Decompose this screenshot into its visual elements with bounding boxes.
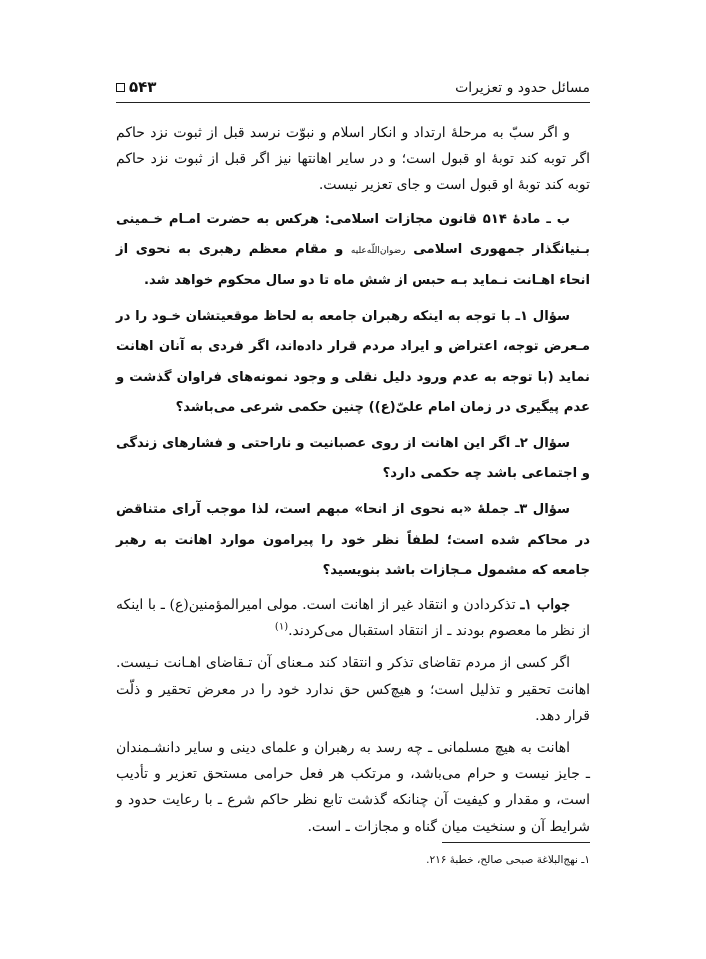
body-text (116, 120, 590, 846)
article-text-post: و مقام معظم رهبری به نحوی از انحاء اهـانت نـماید بـه حبس از شش ماه تا دو سال محکوم خواهد شد. (116, 241, 590, 289)
header-title: مسائل حدود و تعزیرات (455, 80, 590, 96)
paragraph-8: اهانت به هیچ مسلمانی ـ چه رسد به رهبران و علمای دینی و سایر دانشـمندان ـ جایز نیست و حرام می‌باشد، و مرتکب هر فعل حرامی مستحق تعزیر و تأدیب است، و مقدار و کیفیت آن چنانکه گذشت تابع نظر حاکم شرع ـ با رعایت حدود و شرایط آن و سنخیت میان گناه و مجازات ـ است. (116, 740, 590, 835)
paragraph-7: اگر کسی از مردم تقاضای تذکر و انتقاد کند مـعنای آن تـقاضای اهـانت نـیست. اهانت تحقیر و تذلیل است؛ و هیچ‌کس حق ندارد خود را در معرض تحقیر و ذلّت قرار دهد. (116, 655, 590, 724)
question-3: سؤال ۳ـ جملهٔ «به نحوی از انحا» مبهم است، لذا موجب آرای متناقض در محاکم شده است؛ لطفاً نظر خود را پیرامون موارد اهانت به رهبر جامعه که مشمول مـجازات باشد بنویسید؟ (116, 502, 590, 578)
page-number-value: ۵۴۳ (129, 78, 157, 96)
page-number (116, 78, 156, 96)
header-divider (116, 102, 590, 103)
question-1: سؤال ۱ـ با توجه به اینکه رهبران جامعه به لحاظ موقعیتشان خـود را در مـعرض توجه، اعتراض و ایراد مردم قرار داده‌اند، اگر فردی به آنان اهانت نماید (با توجه به عدم ورود دلیل نقلی و وجود نمونه‌های فراوان گذشت و عدم پیگیری در زمان امام علیّ(ع)) چنین حکمی شرعی می‌باشد؟ (116, 309, 590, 415)
question-2: سؤال ۲ـ اگر این اهانت از روی عصبانیت و ناراحتی و فشارهای زندگی و اجتماعی باشد چه حکمی دارد؟ (116, 436, 590, 482)
running-header (116, 76, 590, 102)
footnote: ۱ـ نهج‌البلاغة صبحی صالح، خطبهٔ ۲۱۶. (426, 854, 590, 866)
footnote-divider (442, 842, 590, 843)
answer-1 (116, 592, 590, 644)
answer-text: تذکردادن و انتقاد غیر از اهانت است. مولی امیرالمؤمنین(ع) ـ با اینکه از نظر ما معصوم بودند ـ از انتقاد استقبال می‌کردند. (116, 597, 590, 640)
answer-label: جواب ۱ـ (520, 597, 570, 614)
footnote-marker: (۱) (274, 621, 289, 633)
paragraph-1: و اگر سبّ به مرحلهٔ ارتداد و انکار اسلام و نبوّت نرسد قبل از ثبوت نزد حاکم اگر توبه کند توبهٔ او قبول است؛ و در سایر اهانتها نیز اگر قبل از ثبوت نزد حاکم توبه کند توبهٔ او قبول است و جای تعزیر نیست. (116, 125, 590, 194)
honorific: رضوان‌اللّه‌علیه (350, 245, 406, 256)
paragraph-2-article-514 (116, 205, 590, 297)
article-text-pre: ب ـ مادهٔ ۵۱۴ قانون مجازات اسلامی: هرکس به حضرت امـام خـمینی بـنیانگذار جمهوری اسلامی (116, 211, 590, 257)
page-box-icon (116, 83, 125, 92)
